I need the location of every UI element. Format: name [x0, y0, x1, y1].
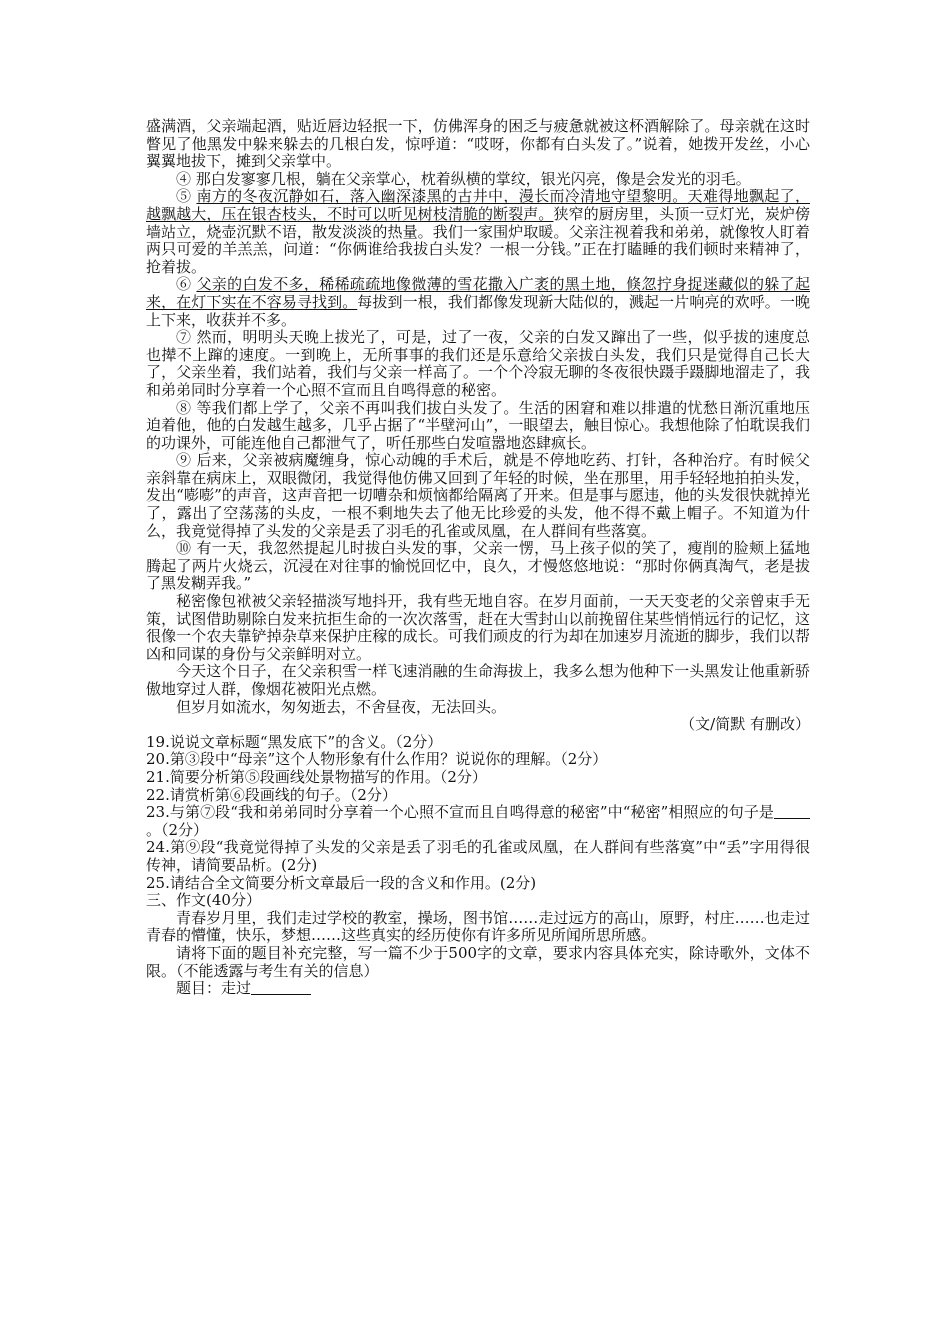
- essay-prompt-2: 请将下面的题目补充完整，写一篇不少于500字的文章，要求内容具体充实，除诗歌外，文体不限。（不能透露与考生有关的信息）: [146, 943, 810, 980]
- paragraph-13: 但岁月如流水，匆匆逝去，不舍昼夜，无法回头。: [176, 697, 507, 716]
- essay-title-label: 题目：走过: [176, 979, 252, 998]
- question-23-points: 。（2分）: [146, 820, 209, 839]
- paragraph-12: 今天这个日子，在父亲积雪一样飞速消融的生命海拔上，我多么想为他种下一头黑发让他重新骄傲地穿过人群，像烟花被阳光点燃。: [146, 662, 810, 698]
- paragraph-5-number: ⑤: [176, 187, 197, 206]
- paragraph-5-underlined: 南方的冬夜沉静如石，落入幽深漆黑的古井中，漫长而冷清地守望黎明。天难得地飘起了，越飘越大，压在银杏枝头，不时可以听见树枝清脆的断裂声。: [146, 187, 810, 223]
- question-23-text: 23.与第⑦段“我和弟弟同时分享着一个心照不宣而且自鸣得意的秘密”中“秘密”相照应的句子是: [146, 803, 774, 822]
- paragraph-7: ⑦ 然而，明明头天晚上拔光了，可是，过了一夜，父亲的白发又蹿出了一些，似乎拔的速度总也撵不上蹿的速度。一到晚上，无所事事的我们还是乐意给父亲拔白头发，我们只是觉得自己长大了，父亲坐着，我们站着，我们与父亲一样高了。一个个冷寂无聊的冬夜很快蹑手蹑脚地溜走了，我和弟弟同时分享着一个心照不宣而且自鸣得意的秘密。: [146, 328, 810, 399]
- paragraph-9: ⑨ 后来，父亲被病魔缠身，惊心动魄的手术后，就是不停地吃药、打针，各种治疗。有时候父亲斜靠在病床上，双眼微闭，我觉得他仿佛又回到了年轻的时候，坐在那里，用手轻轻地拍拍头发，发出“嘭嘭”的声音，这声音把一切嘈杂和烦恼都给隔离了开来。但是事与愿违，他的头发很快就掉光了，露出了空荡荡的头皮，一根不剩地失去了他无比珍爱的头发，他不得不戴上帽子。不知道为什么，我竟觉得掉了头发的父亲是丢了羽毛的孔雀或凤凰，在人群间有些落寞。: [146, 451, 810, 540]
- paragraph-6-number: ⑥: [176, 275, 197, 294]
- paragraph-6-rest: 每拔到一根，我们都像发现新大陆似的，溅起一片响亮的欢呼。一晚上下来，收获并不多。: [146, 292, 810, 329]
- article-source: （文/简默 有删改）: [680, 715, 810, 734]
- essay-prompt-1: 青春岁月里，我们走过学校的教室，操场，图书馆……走过远方的高山，原野，村庄……也走过青春的懵懂，快乐，梦想……这些真实的经历使你有许多所见所闻所思所感。: [146, 908, 810, 945]
- paragraph-intro: 盛满酒，父亲端起酒，贴近唇边轻抿一下，仿佛浑身的困乏与疲惫就被这杯酒解除了。母亲就在这时瞥见了他黑发中躲来躲去的几根白发，惊呼道：“哎呀，你都有白头发了。”说着，她拨开发丝，小心翼翼地拔下，摊到父亲掌中。: [146, 117, 810, 171]
- paragraph-11: 秘密像包袱被父亲轻描淡写地抖开，我有些无地自容。在岁月面前，一天天变老的父亲曾束手无策，试图借助剔除白发来抗拒生命的一次次落雪，赶在大雪封山以前挽留住某些悄悄远行的记忆，这很像一个农夫靠铲掉杂草来保护庄稼的成长。可我们顽皮的行为却在加速岁月流逝的脚步，我们以帮凶和同谋的身份与父亲鲜明对立。: [146, 592, 810, 663]
- essay-title-blank[interactable]: [251, 980, 311, 995]
- paragraph-5-rest: 狭窄的厨房里，头顶一豆灯光，炭炉傍墙站立，烧壶沉默不语，散发淡淡的热量。我们一家围炉取暖。父亲注视着我和弟弟，就像牧人盯着两只可爱的羊羔羔，问道：“你俩谁给我拔白头发？一根一分钱。”正在打瞌睡的我们顿时来精神了，抢着拔。: [146, 204, 810, 276]
- paragraph-6: [146, 276, 810, 329]
- question-25: 25.请结合全文简要分析文章最后一段的含义和作用。(2分): [146, 873, 537, 892]
- exam-page: [146, 118, 810, 998]
- question-19: 19.说说文章标题“黑发底下”的含义。（2分）: [146, 732, 443, 751]
- essay-heading: 三、作文(40分）: [146, 891, 261, 910]
- answer-blank[interactable]: [774, 804, 810, 819]
- paragraph-4: ④ 那白发寥寥几根，躺在父亲掌心，枕着纵横的掌纹，银光闪亮，像是会发光的羽毛。: [176, 169, 751, 188]
- question-21: 21.简要分析第⑤段画线处景物描写的作用。（2分）: [146, 767, 487, 786]
- paragraph-8: ⑧ 等我们都上学了，父亲不再叫我们拔白头发了。生活的困窘和难以排遣的忧愁日渐沉重地压迫着他，他的白发越生越多，几乎占据了“半壁河山”，一眼望去，触目惊心。我想他除了怕耽误我们的功课外，可能连他自己都泄气了，听任那些白发喧嚣地恣肆疯长。: [146, 398, 810, 452]
- question-22: 22.请赏析第⑥段画线的句子。（2分）: [146, 785, 397, 804]
- paragraph-5: [146, 188, 810, 276]
- question-24: 24.第⑨段“我竟觉得掉了头发的父亲是丢了羽毛的孔雀或凤凰，在人群间有些落寞”中“丢”字用得很传神，请简要品析。(2分): [146, 838, 810, 874]
- paragraph-10: ⑩ 有一天，我忽然提起儿时拔白头发的事，父亲一愣，马上孩子似的笑了，瘦削的脸颊上猛地腾起了两片火烧云，沉浸在对往事的愉悦回忆中，良久，才慢悠悠地说：“那时你俩真淘气，老是拔了黑发糊弄我。”: [146, 539, 810, 593]
- question-20: 20.第③段中“母亲”这个人物形象有什么作用？说说你的理解。（2分）: [146, 750, 608, 769]
- essay-title: [146, 980, 810, 998]
- paragraph-6-underlined: 父亲的白发不多，稀稀疏疏地像微薄的雪花撒入广袤的黑土地，倏忽拧身捉迷藏似的躲了起来，在灯下实在不容易寻找到。: [146, 275, 810, 311]
- question-23: [146, 804, 810, 839]
